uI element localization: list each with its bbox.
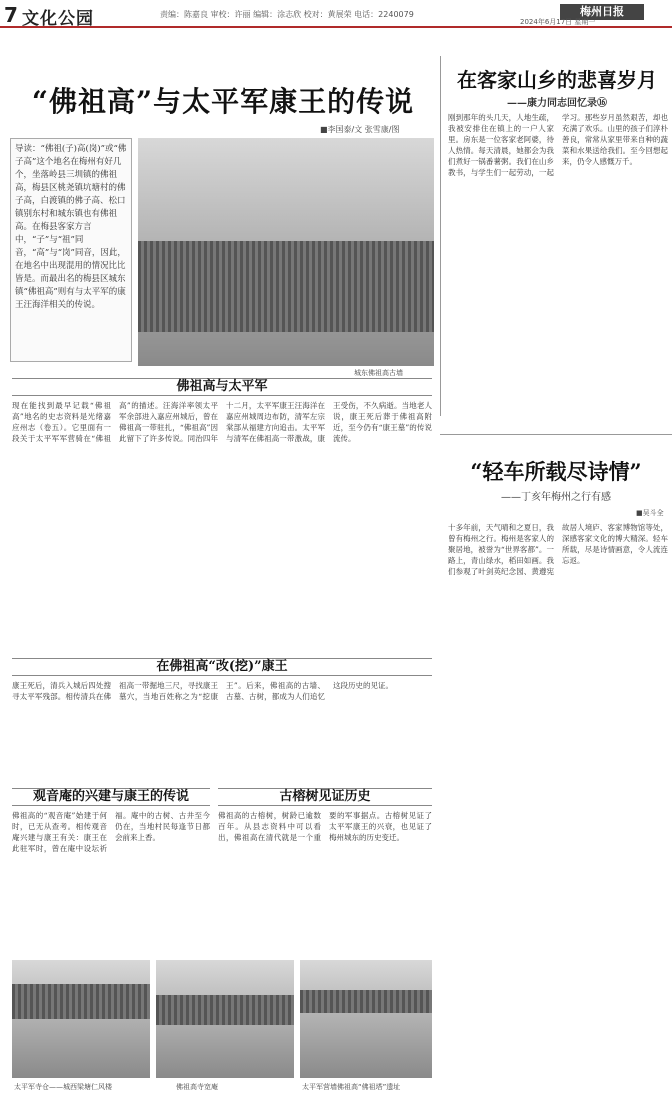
memoir-title: 在客家山乡的悲喜岁月 — [457, 68, 657, 92]
memoir-body: 刚到那年的头几天，人地生疏，我被安排住在镇上的一户人家里。房东是一位客家老阿婆，待人热情。每天清晨，她都会为我们煮好一锅番薯粥。我们在山乡教书，与学生们一起劳动，一起学习。那些岁月虽然艰苦，却也充满了欢乐。山里的孩子们淳朴善良，常常从家里带来自种的蔬菜和水果送给我们。至今回想起来，仍令人感慨万千。 — [448, 113, 668, 177]
section-heading-3: 观音庵的兴建与康王的传说 — [12, 788, 210, 806]
poem-article-subtitle: ——丁亥年梅州之行有感 — [501, 492, 611, 503]
bottom-photo-1 — [12, 960, 150, 1078]
section-body-2: 康王死后，清兵入城后四处搜寻太平军残部。相传清兵在佛祖高一带掘地三尺，寻找康王墓穴，当地百姓称之为“挖康王”。后来，佛祖高的古墙、古墓、古树，都成为人们追忆这段历史的见证。 — [12, 681, 393, 701]
photo-3-roof — [300, 990, 432, 1014]
section-body-4: 佛祖高的古榕树，树龄已逾数百年。从县志资料中可以看出，佛祖高在清代就是一个重要的军事据点。古榕树见证了太平军康王的兴衰，也见证了梅州城东的历史变迁。 — [218, 811, 432, 842]
section-heading-4: 古榕树见证历史 — [218, 788, 432, 806]
poem-article-body: 十多年前，天气晴和之夏日，我曾有梅州之行。梅州是客家人的聚居地，被誉为“世界客都”。一路上，青山绿水，稻田如画。我们参观了叶剑英纪念园、黄遵宪故居人境庐、客家博物馆等处，深感客家文化的博大精深。轻车所载，尽是诗情画意，令人流连忘返。 — [448, 523, 668, 576]
section-heading-1: 佛祖高与太平军 — [12, 378, 432, 396]
section-title: 文化公园 — [22, 9, 94, 29]
memoir-subtitle: ——康力同志回忆录⑯ — [507, 98, 607, 109]
photo-1-roof — [12, 984, 150, 1019]
bottom-caption-1: 太平军寺仓——城西梁塘仁风楼 — [14, 1083, 112, 1091]
article-intro-box: 导读：“佛祖(子)高(岗)”或“佛子高”这个地名在梅州有好几个，坐落岭县三圳镇的佛祖高，梅县区桃尧镇坑塘村的佛子高，白渡镇的佛子高、松口镇别东村和城东镇也有佛祖高。在梅县客家方言中，“子”与“祖”同音，“高”与“岗”同音，因此，在地名中出现混用的情况比比皆是。而最出名的梅县区城东镇“佛祖高”则有与太平军的康王汪海洋相关的传说。 — [10, 138, 132, 362]
page-header — [0, 0, 672, 28]
photo-2-roof — [156, 995, 294, 1025]
newspaper-logo: 梅州日报 — [560, 4, 644, 20]
section-heading-2: 在佛祖高“改(挖)”康王 — [12, 658, 432, 676]
bottom-caption-2: 佛祖高寺宽庵 — [176, 1083, 218, 1091]
column-divider — [440, 56, 441, 416]
poem-article-title: “轻车所载尽诗情” — [470, 459, 642, 484]
main-article-title: “佛祖高”与太平军康王的传说 — [31, 85, 415, 118]
editor-credits: 责编：陈嘉良 审校：许丽 编辑：涂志欣 校对：黄展荣 电话：2240079 — [160, 10, 414, 19]
bottom-photo-2 — [156, 960, 294, 1078]
bottom-photo-3 — [300, 960, 432, 1078]
page-number: 7 — [4, 3, 18, 27]
section-body-3: 佛祖高的“观音庵”始建于何时，已无从查考。相传观音庵兴建与康王有关：康王在此驻军时，曾在庵中设坛祈福。庵中的古树、古井至今仍在，当地村民每逢节日都会前来上香。 — [12, 811, 210, 853]
photo-roof-tiles — [138, 241, 434, 332]
right-column-separator — [440, 434, 672, 435]
section-body-1: 现在能找到最早记载“佛祖高”地名的史志资料是光绪嘉应州志（卷五）。它里面有一段关于太平军军营骑在“佛祖高”的描述。汪海洋率领太平军余部进入嘉应州城后，曾在佛祖高一带驻扎，“佛祖高”因此留下了许多传说。同治四年十二月，太平军康王汪海洋在嘉应州城周边布防，清军左宗棠部从福建方向追击。太平军与清军在佛祖高一带激战，康王受伤，不久病逝。当地老人说，康王死后葬于佛祖高附近，至今仍有“康王墓”的传说流传。 — [12, 401, 432, 443]
poem-article-byline: ■吴斗全 — [636, 509, 664, 517]
bottom-caption-3: 太平军营墙佛祖高“佛祖塔”遗址 — [302, 1083, 401, 1091]
issue-date: 2024年6月17日 星期一 — [520, 18, 596, 26]
main-photo-caption: 城东佛祖高古墙 — [354, 369, 403, 377]
main-article-byline: ■李国泰/文 张雪康/图 — [320, 125, 400, 134]
main-photo-temple-wall — [138, 138, 434, 366]
